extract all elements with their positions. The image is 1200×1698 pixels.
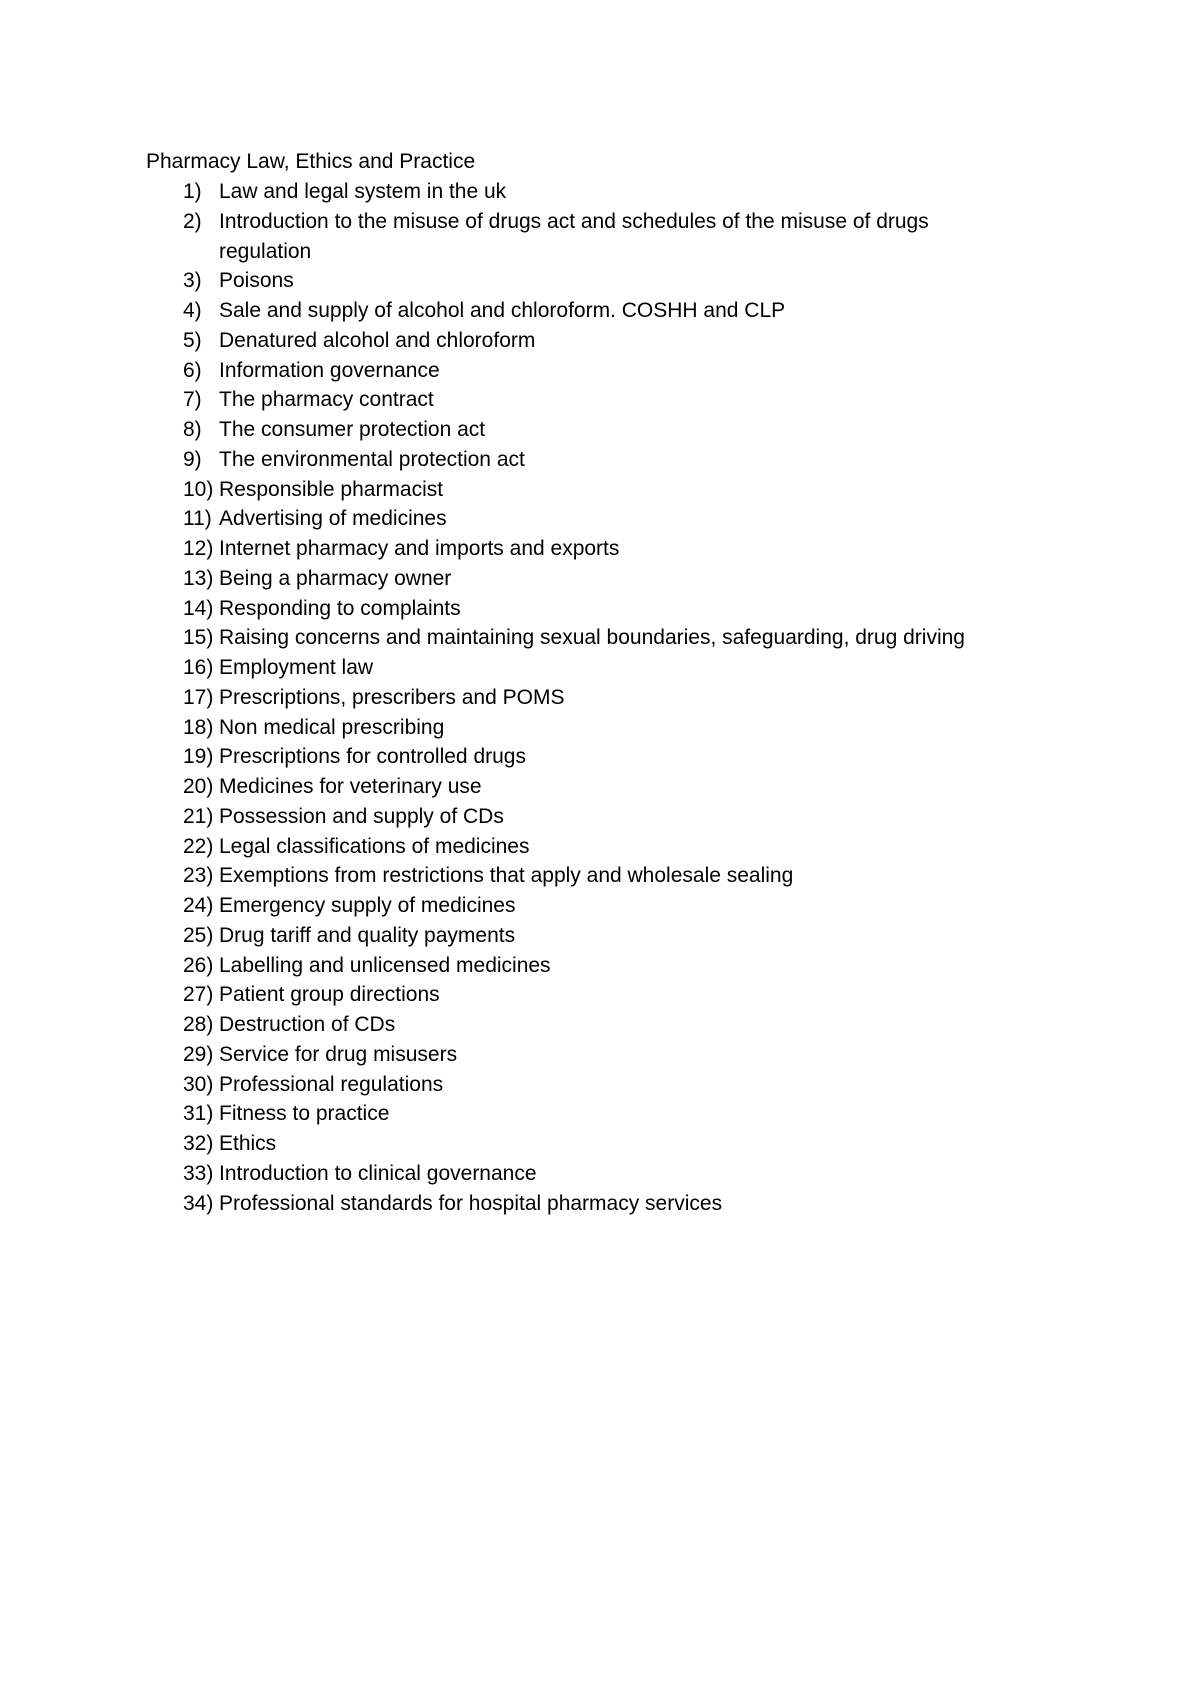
list-item <box>0 177 1200 207</box>
list-item-text: The consumer protection act <box>219 418 486 441</box>
list-item-number: 34) <box>183 1191 214 1215</box>
list-item-text: Denatured alcohol and chloroform <box>219 328 536 352</box>
list-item-number: 4) <box>183 299 202 322</box>
list-item-number: 5) <box>183 328 202 352</box>
list-item <box>0 623 1200 653</box>
list-item-text: Introduction to clinical governance <box>219 1161 537 1185</box>
list-item-text: Drug tariff and quality payments <box>219 923 516 947</box>
list-item-text: Professional standards for hospital pharmacy services <box>219 1191 723 1215</box>
list-item-number: 16) <box>183 656 214 679</box>
list-item-number: 32) <box>183 1132 214 1155</box>
list-item-text: Patient group directions <box>219 983 440 1007</box>
list-item <box>0 713 1200 743</box>
list-item <box>0 832 1200 862</box>
list-item-text: Legal classifications of medicines <box>219 834 530 858</box>
list-item <box>0 266 1200 296</box>
list-item-number: 31) <box>183 1102 214 1126</box>
list-item-number: 20) <box>183 775 214 798</box>
list-item <box>0 594 1200 624</box>
list-item-number: 18) <box>183 715 214 739</box>
list-item <box>0 891 1200 921</box>
list-item-number: 13) <box>183 566 214 590</box>
list-item-text: Possession and supply of CDs <box>219 804 504 828</box>
list-item <box>0 1189 1200 1219</box>
list-item-text: Fitness to practice <box>219 1102 390 1126</box>
list-item-text: The environmental protection act <box>219 447 525 471</box>
list-item-number: 19) <box>183 745 214 769</box>
list-item-number: 29) <box>183 1042 214 1066</box>
list-item-number: 23) <box>183 864 214 888</box>
list-item <box>0 504 1200 534</box>
list-item <box>0 564 1200 594</box>
list-item <box>0 861 1200 891</box>
list-item-number: 12) <box>183 537 214 560</box>
list-item-number: 24) <box>183 894 214 917</box>
list-item-text: Advertising of medicines <box>219 507 447 531</box>
list-item <box>0 475 1200 505</box>
list-item-number: 27) <box>183 983 214 1007</box>
list-item-number: 21) <box>183 804 214 828</box>
list-item <box>0 385 1200 415</box>
list-item-text: Responsible pharmacist <box>219 477 444 501</box>
list-item-number: 8) <box>183 418 202 441</box>
list-item <box>0 1010 1200 1040</box>
list-item-number: 22) <box>183 834 214 858</box>
list-item <box>0 326 1200 356</box>
list-item-number: 33) <box>183 1161 214 1185</box>
list-item-number: 15) <box>183 626 214 650</box>
list-item <box>0 772 1200 802</box>
topic-list <box>0 177 1200 1218</box>
list-item-number: 1) <box>183 180 202 203</box>
list-item-number: 3) <box>183 269 202 293</box>
list-item <box>0 683 1200 713</box>
list-item-text: Employment law <box>219 656 374 679</box>
list-item <box>0 296 1200 326</box>
list-item <box>0 534 1200 564</box>
list-item-number: 6) <box>183 358 202 382</box>
list-item <box>0 921 1200 951</box>
list-item-text: Ethics <box>219 1132 277 1155</box>
list-item-text: Poisons <box>219 269 294 293</box>
list-item-text: Emergency supply of medicines <box>219 894 516 917</box>
list-item-text: Raising concerns and maintaining sexual boundaries, safeguarding, drug driving <box>219 626 965 650</box>
list-item <box>0 742 1200 772</box>
list-item-text: Prescriptions for controlled drugs <box>219 745 526 769</box>
list-item <box>0 1099 1200 1129</box>
list-item-number: 10) <box>183 477 214 501</box>
list-item-text: Service for drug misusers <box>219 1042 458 1066</box>
list-item <box>0 445 1200 475</box>
list-item-text: Responding to complaints <box>219 596 461 620</box>
list-item <box>0 207 1200 267</box>
list-item-text: Introduction to the misuse of drugs act and schedules of the misuse of drugs regulation <box>219 209 929 263</box>
list-item-text: Exemptions from restrictions that apply and wholesale sealing <box>219 864 794 888</box>
list-item <box>0 980 1200 1010</box>
list-item-number: 2) <box>183 209 202 233</box>
list-item-number: 26) <box>183 953 214 977</box>
list-item-number: 11) <box>183 507 212 531</box>
list-item-number: 17) <box>183 685 214 709</box>
list-item-text: Law and legal system in the uk <box>219 180 507 203</box>
list-item-text: Internet pharmacy and imports and exports <box>219 537 620 560</box>
list-item <box>0 802 1200 832</box>
list-item-text: Information governance <box>219 358 440 382</box>
list-item <box>0 356 1200 386</box>
list-item-text: Medicines for veterinary use <box>219 775 482 798</box>
list-item <box>0 1040 1200 1070</box>
list-item-number: 28) <box>183 1013 214 1036</box>
list-item-number: 25) <box>183 923 214 947</box>
list-item <box>0 653 1200 683</box>
list-item-text: Sale and supply of alcohol and chloroform. COSHH and CLP <box>219 299 786 322</box>
list-item <box>0 1159 1200 1189</box>
list-item-text: Labelling and unlicensed medicines <box>219 953 551 977</box>
list-item-text: Being a pharmacy owner <box>219 566 452 590</box>
list-item-text: Professional regulations <box>219 1072 444 1096</box>
list-item-number: 30) <box>183 1072 214 1096</box>
document-title: Pharmacy Law, Ethics and Practice <box>146 150 476 173</box>
list-item-text: Non medical prescribing <box>219 715 445 739</box>
list-item <box>0 415 1200 445</box>
list-item-number: 9) <box>183 447 202 471</box>
list-item-number: 7) <box>183 388 202 412</box>
list-item-text: Destruction of CDs <box>219 1013 396 1036</box>
list-item <box>0 951 1200 981</box>
list-item-text: Prescriptions, prescribers and POMS <box>219 685 565 709</box>
list-item <box>0 1070 1200 1100</box>
list-item-number: 14) <box>183 596 214 620</box>
list-item <box>0 1129 1200 1159</box>
list-item-text: The pharmacy contract <box>219 388 434 412</box>
